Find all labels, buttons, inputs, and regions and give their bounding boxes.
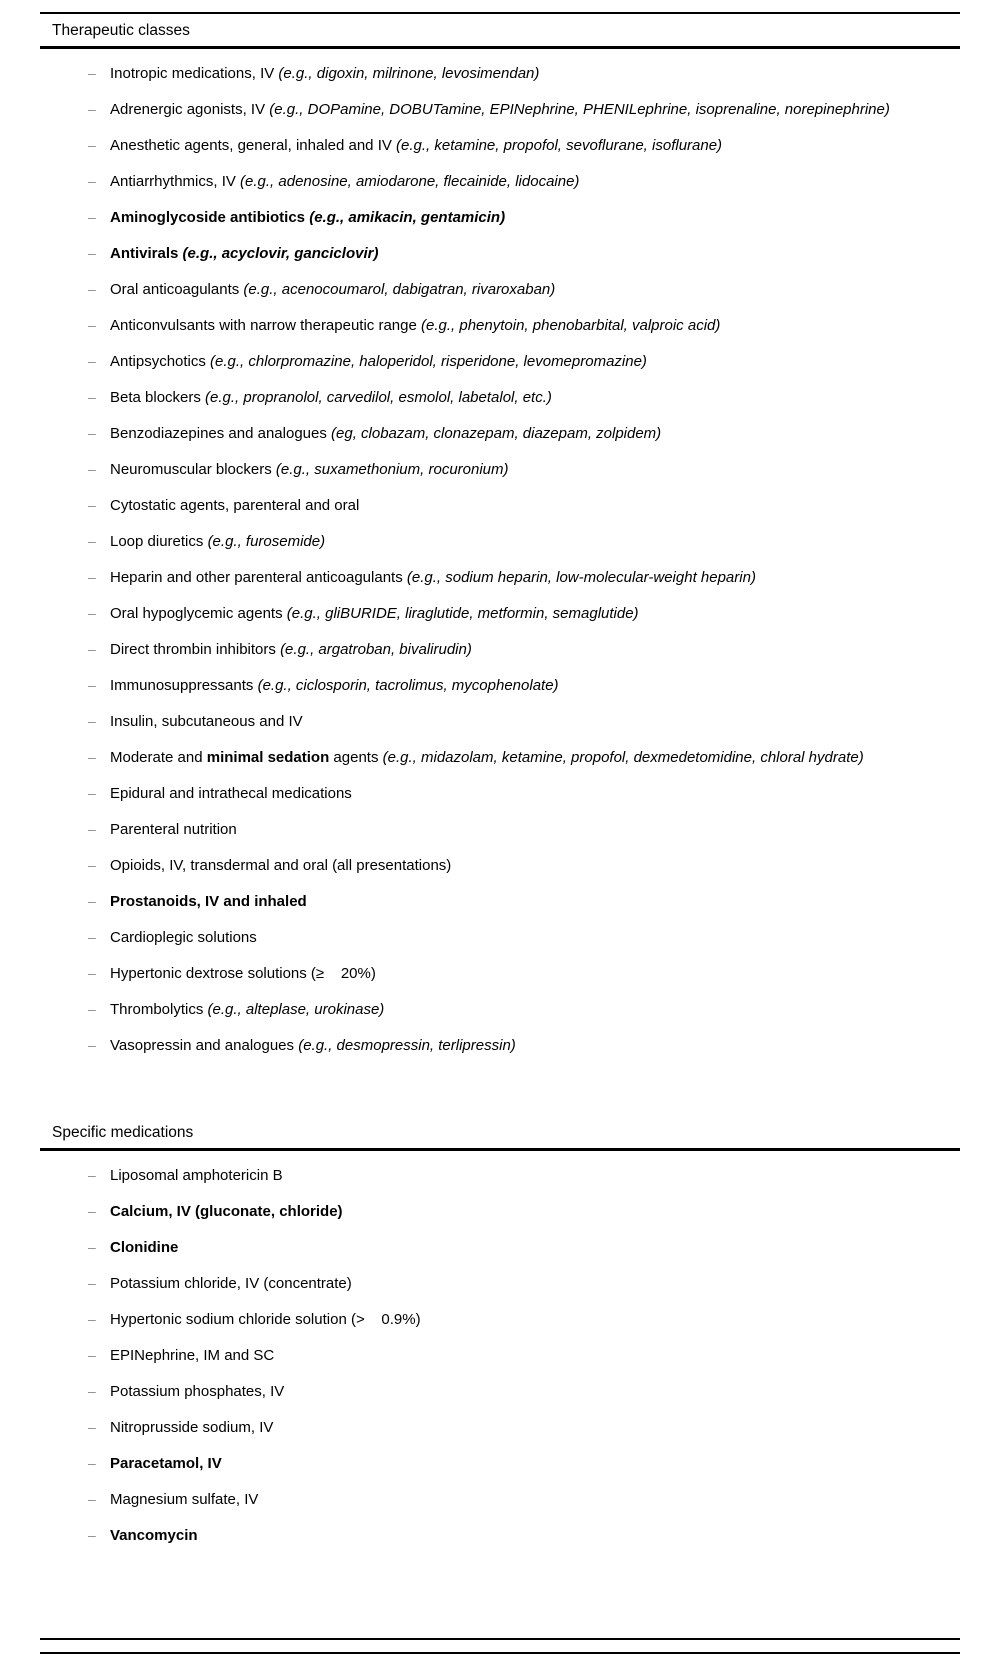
dash-bullet-icon: –	[88, 317, 96, 333]
list-item	[88, 423, 960, 444]
list-item	[88, 999, 960, 1020]
item-text	[110, 1237, 960, 1258]
item-text	[110, 63, 960, 84]
section-title: Therapeutic classes	[40, 12, 960, 49]
text-segment: (e.g., midazolam, ketamine, propofol, dexmedetomidine, chloral hydrate)	[382, 749, 864, 766]
text-segment: Thrombolytics	[110, 1001, 208, 1018]
item-text	[110, 279, 960, 300]
text-segment: agents	[329, 749, 383, 766]
sections-container	[40, 12, 960, 1546]
item-list	[40, 63, 960, 1056]
list-item	[88, 1345, 960, 1366]
dash-bullet-icon: –	[88, 281, 96, 297]
list-item	[88, 819, 960, 840]
text-segment: (e.g., acenocoumarol, dabigatran, rivaroxaban)	[243, 281, 556, 298]
text-segment: Cardioplegic solutions	[110, 929, 257, 946]
list-item	[88, 387, 960, 408]
text-segment: (e.g., gliBURIDE, liraglutide, metformin, semaglutide)	[286, 605, 639, 622]
text-segment: (e.g., phenytoin, phenobarbital, valproic acid)	[421, 317, 721, 334]
item-list	[40, 1165, 960, 1546]
item-text	[110, 963, 960, 984]
item-text	[110, 1273, 960, 1294]
text-segment: Benzodiazepines and analogues	[110, 425, 332, 442]
text-segment: (e.g., propranolol, carvedilol, esmolol, labetalol, etc.)	[205, 389, 552, 406]
item-text	[110, 891, 960, 912]
text-segment: (e.g., digoxin, milrinone, levosimendan)	[278, 65, 540, 82]
text-segment: Inotropic medications, IV	[110, 65, 279, 82]
text-segment: Oral hypoglycemic agents	[110, 605, 287, 622]
dash-bullet-icon: –	[88, 389, 96, 405]
item-text	[110, 423, 960, 444]
section-title: Specific medications	[40, 1118, 960, 1151]
item-text	[110, 387, 960, 408]
dash-bullet-icon: –	[88, 461, 96, 477]
list-item	[88, 1525, 960, 1546]
text-segment: (e.g., alteplase, urokinase)	[207, 1001, 385, 1018]
list-item	[88, 207, 960, 228]
dash-bullet-icon: –	[88, 1419, 96, 1435]
text-segment: (e.g., ketamine, propofol, sevoflurane, isoflurane)	[396, 137, 723, 154]
list-item	[88, 1165, 960, 1186]
list-item	[88, 135, 960, 156]
list-item	[88, 1309, 960, 1330]
text-segment: (e.g., ciclosporin, tacrolimus, mycophenolate)	[257, 677, 559, 694]
text-segment: (e.g., adenosine, amiodarone, flecainide, lidocaine)	[240, 173, 580, 190]
text-segment: Immunosuppressants	[110, 677, 258, 694]
item-text	[110, 1201, 960, 1222]
dash-bullet-icon: –	[88, 137, 96, 153]
text-segment: (e.g., suxamethonium, rocuronium)	[275, 461, 509, 478]
item-text	[110, 639, 960, 660]
dash-bullet-icon: –	[88, 101, 96, 117]
list-item	[88, 531, 960, 552]
dash-bullet-icon: –	[88, 677, 96, 693]
item-text	[110, 315, 960, 336]
text-segment: (e.g., DOPamine, DOBUTamine, EPINephrine, PHENILephrine, isoprenaline, norepinephrine)	[269, 101, 890, 118]
dash-bullet-icon: –	[88, 1347, 96, 1363]
dash-bullet-icon: –	[88, 641, 96, 657]
dash-bullet-icon: –	[88, 353, 96, 369]
text-segment: minimal sedation	[206, 749, 330, 766]
list-item	[88, 1273, 960, 1294]
item-text	[110, 747, 960, 768]
item-text	[110, 711, 960, 732]
dash-bullet-icon: –	[88, 605, 96, 621]
section	[40, 1118, 960, 1546]
dash-bullet-icon: –	[88, 1239, 96, 1255]
item-text	[110, 1417, 960, 1438]
text-segment: Aminoglycoside antibiotics	[110, 209, 310, 226]
dash-bullet-icon: –	[88, 713, 96, 729]
text-segment: Liposomal amphotericin B	[110, 1167, 283, 1184]
text-segment: Hypertonic sodium chloride solution (> 0.9%)	[110, 1311, 421, 1328]
item-text	[110, 1345, 960, 1366]
text-segment: Opioids, IV, transdermal and oral (all presentations)	[110, 857, 452, 874]
text-segment: Vasopressin and analogues	[110, 1037, 299, 1054]
list-item	[88, 891, 960, 912]
text-segment: Vancomycin	[110, 1527, 198, 1544]
text-segment: Potassium chloride, IV (concentrate)	[110, 1275, 352, 1292]
section	[40, 12, 960, 1056]
text-segment: Anesthetic agents, general, inhaled and IV	[110, 137, 397, 154]
item-text	[110, 855, 960, 876]
list-item	[88, 315, 960, 336]
list-item	[88, 639, 960, 660]
dash-bullet-icon: –	[88, 425, 96, 441]
list-item	[88, 783, 960, 804]
item-text	[110, 351, 960, 372]
dash-bullet-icon: –	[88, 857, 96, 873]
text-segment: (e.g., argatroban, bivalirudin)	[280, 641, 472, 658]
list-item	[88, 963, 960, 984]
dash-bullet-icon: –	[88, 1311, 96, 1327]
list-item	[88, 279, 960, 300]
item-text	[110, 1453, 960, 1474]
dash-bullet-icon: –	[88, 569, 96, 585]
item-text	[110, 171, 960, 192]
dash-bullet-icon: –	[88, 1203, 96, 1219]
list-item	[88, 459, 960, 480]
table-bottom-rule	[40, 1638, 960, 1654]
text-segment: Neuromuscular blockers	[110, 461, 276, 478]
list-item	[88, 1381, 960, 1402]
list-item	[88, 711, 960, 732]
list-item	[88, 99, 960, 120]
text-segment: (e.g., furosemide)	[207, 533, 326, 550]
text-segment: Antipsychotics	[110, 353, 211, 370]
list-item	[88, 675, 960, 696]
text-segment: EPINephrine, IM and SC	[110, 1347, 275, 1364]
text-segment: Heparin and other parenteral anticoagulants	[110, 569, 407, 586]
item-text	[110, 243, 960, 264]
list-item	[88, 1453, 960, 1474]
text-segment: Calcium, IV (gluconate, chloride)	[110, 1203, 343, 1220]
dash-bullet-icon: –	[88, 173, 96, 189]
dash-bullet-icon: –	[88, 1491, 96, 1507]
item-text	[110, 135, 960, 156]
list-item	[88, 567, 960, 588]
text-segment: Beta blockers	[110, 389, 206, 406]
dash-bullet-icon: –	[88, 929, 96, 945]
list-item	[88, 171, 960, 192]
dash-bullet-icon: –	[88, 533, 96, 549]
item-text	[110, 675, 960, 696]
dash-bullet-icon: –	[88, 209, 96, 225]
list-item	[88, 1489, 960, 1510]
list-item	[88, 927, 960, 948]
item-text	[110, 927, 960, 948]
item-text	[110, 459, 960, 480]
item-text	[110, 1489, 960, 1510]
text-segment: (e.g., desmopressin, terlipressin)	[298, 1037, 516, 1054]
item-text	[110, 1309, 960, 1330]
item-text	[110, 207, 960, 228]
text-segment: Parenteral nutrition	[110, 821, 237, 838]
dash-bullet-icon: –	[88, 893, 96, 909]
item-text	[110, 1381, 960, 1402]
dash-bullet-icon: –	[88, 65, 96, 81]
text-segment: Antiarrhythmics, IV	[110, 173, 241, 190]
list-item	[88, 351, 960, 372]
text-segment: Potassium phosphates, IV	[110, 1383, 285, 1400]
text-segment: (e.g., acyclovir, ganciclovir)	[182, 245, 379, 262]
item-text	[110, 567, 960, 588]
list-item	[88, 243, 960, 264]
dash-bullet-icon: –	[88, 1275, 96, 1291]
list-item	[88, 1035, 960, 1056]
item-text	[110, 819, 960, 840]
text-segment: Clonidine	[110, 1239, 179, 1256]
dash-bullet-icon: –	[88, 497, 96, 513]
text-segment: Nitroprusside sodium, IV	[110, 1419, 274, 1436]
text-segment: Adrenergic agonists, IV	[110, 101, 270, 118]
dash-bullet-icon: –	[88, 1383, 96, 1399]
list-item	[88, 855, 960, 876]
text-segment: Moderate and	[110, 749, 207, 766]
item-text	[110, 999, 960, 1020]
text-segment: Cytostatic agents, parenteral and oral	[110, 497, 360, 514]
text-segment: Oral anticoagulants	[110, 281, 244, 298]
dash-bullet-icon: –	[88, 821, 96, 837]
text-segment: (e.g., sodium heparin, low-molecular-weight heparin)	[406, 569, 756, 586]
item-text	[110, 603, 960, 624]
text-segment: Loop diuretics	[110, 533, 208, 550]
text-segment: Hypertonic dextrose solutions (≥ 20%)	[110, 965, 376, 982]
dash-bullet-icon: –	[88, 1167, 96, 1183]
list-item	[88, 1201, 960, 1222]
list-item	[88, 1417, 960, 1438]
text-segment: Magnesium sulfate, IV	[110, 1491, 259, 1508]
list-item	[88, 495, 960, 516]
text-segment: Prostanoids, IV and inhaled	[110, 893, 307, 910]
dash-bullet-icon: –	[88, 749, 96, 765]
item-text	[110, 1165, 960, 1186]
list-item	[88, 747, 960, 768]
list-item	[88, 63, 960, 84]
dash-bullet-icon: –	[88, 1037, 96, 1053]
dash-bullet-icon: –	[88, 1527, 96, 1543]
text-segment: Direct thrombin inhibitors	[110, 641, 281, 658]
item-text	[110, 495, 960, 516]
text-segment: Antivirals	[110, 245, 183, 262]
dash-bullet-icon: –	[88, 1001, 96, 1017]
item-text	[110, 783, 960, 804]
list-item	[88, 603, 960, 624]
text-segment: (eg, clobazam, clonazepam, diazepam, zolpidem)	[331, 425, 662, 442]
text-segment: Epidural and intrathecal medications	[110, 785, 352, 802]
item-text	[110, 531, 960, 552]
text-segment: Insulin, subcutaneous and IV	[110, 713, 303, 730]
text-segment: Paracetamol, IV	[110, 1455, 222, 1472]
text-segment: (e.g., chlorpromazine, haloperidol, risperidone, levomepromazine)	[210, 353, 647, 370]
item-text	[110, 1035, 960, 1056]
list-item	[88, 1237, 960, 1258]
dash-bullet-icon: –	[88, 245, 96, 261]
text-segment: Anticonvulsants with narrow therapeutic range	[110, 317, 422, 334]
text-segment: (e.g., amikacin, gentamicin)	[309, 209, 506, 226]
dash-bullet-icon: –	[88, 785, 96, 801]
item-text	[110, 1525, 960, 1546]
dash-bullet-icon: –	[88, 1455, 96, 1471]
dash-bullet-icon: –	[88, 965, 96, 981]
item-text	[110, 99, 960, 120]
